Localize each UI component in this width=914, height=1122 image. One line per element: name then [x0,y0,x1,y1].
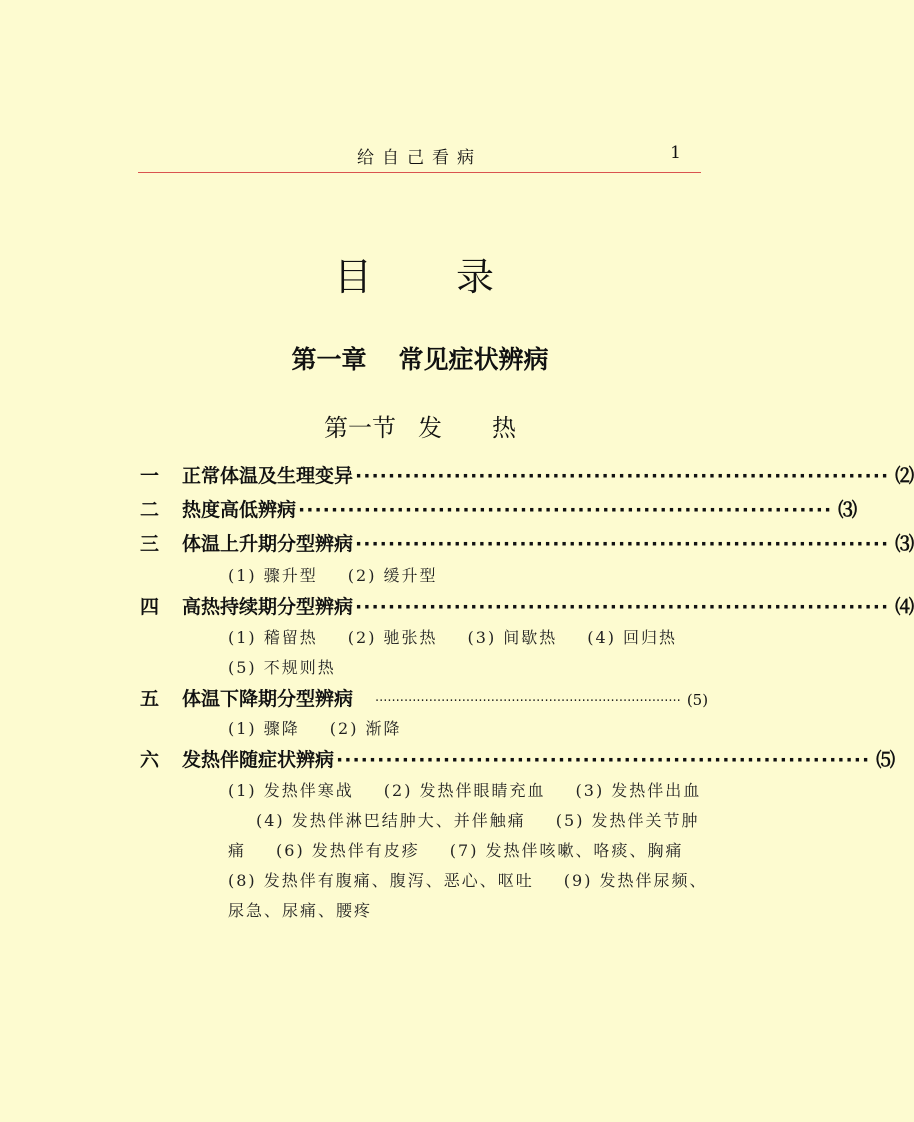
entry-page: ⑶ [838,499,858,521]
subitem: 尿急、尿痛、腰疼 [228,901,373,920]
toc-entry[interactable] [140,529,914,557]
page-title-part2: 录 [456,255,495,299]
book-title: 给自己看病 [357,148,482,168]
dot-leader: ································································· [355,596,890,618]
chapter-heading [0,340,840,376]
entry-number: 六 [140,749,160,771]
subitem: 痛 [228,841,247,860]
subitem: (7) 发热伴咳嗽、咯痰、胸痛 [449,841,684,860]
running-header [138,138,701,173]
subitem: (6) 发热伴有皮疹 [276,841,420,860]
toc-entry[interactable] [140,745,896,773]
subitem: (8) 发热伴有腹痛、腹泻、恶心、呕吐 [228,871,534,890]
page-title [0,246,828,301]
subitem: (3) 间歇热 [467,628,558,647]
subitem: (9) 发热伴尿频、 [563,871,708,890]
entry-page: ⑷ [895,596,914,618]
subitem-line [228,655,708,678]
entry-number: 一 [140,465,160,487]
subitem: (4) 回归热 [587,628,678,647]
subitem-line [228,808,708,831]
toc-entry[interactable] [140,461,914,489]
entry-title: 发热伴随症状辨病 [182,749,335,771]
entry-page: ⑶ [895,533,914,555]
subitem: (3) 发热伴出血 [575,781,702,800]
subitem: (4) 发热伴淋巴结肿大、并伴触痛 [256,811,526,830]
dot-leader: ································································· [355,533,890,555]
subitem: (1) 发热伴寒战 [228,781,354,800]
toc-entry[interactable] [140,495,858,523]
chapter-title: 常见症状辨病 [398,345,549,374]
dot-leader: ·········································································· [375,694,681,709]
page-title-part1: 目 [333,255,372,299]
subitem-line [228,778,708,801]
section-title-part1: 发 [418,414,442,442]
subitem: (1) 骤降 [228,719,300,738]
subitem-line [228,716,708,739]
dot-leader: ································································· [336,749,871,771]
section-title-part2: 热 [492,414,516,442]
subitem: (2) 驰张热 [347,628,438,647]
subitem: (2) 渐降 [329,719,402,738]
subitem: (5) 不规则热 [228,658,336,677]
entry-number: 三 [140,533,160,555]
page-number: 1 [670,143,681,163]
entry-page: (5) [686,691,709,709]
subitem-line [228,625,708,648]
toc-entry[interactable] [140,592,914,620]
subitem: (5) 发热伴关节肿 [555,811,700,830]
entry-title: 正常体温及生理变异 [182,465,354,487]
subitem-line [228,563,708,586]
section-label: 第一节 [324,414,396,442]
subitem-line [228,898,708,921]
subitem-line [228,838,708,861]
entry-page: ⑸ [876,749,896,771]
dot-leader: ································································· [298,499,833,521]
entry-number: 二 [140,499,160,521]
subitem-line [228,868,708,891]
subitem: (2) 发热伴眼睛充血 [383,781,546,800]
entry-number: 五 [140,688,160,710]
entry-number: 四 [140,596,160,618]
toc-entry[interactable] [140,684,709,712]
subitem: (1) 骤升型 [228,566,318,585]
dot-leader: ································································· [355,465,890,487]
entry-title: 体温上升期分型辨病 [182,533,354,555]
section-heading [0,408,840,443]
subitem: (1) 稽留热 [228,628,318,647]
entry-title: 体温下降期分型辨病 [182,688,354,710]
subitem: (2) 缓升型 [347,566,438,585]
entry-page: ⑵ [895,465,914,487]
entry-title: 高热持续期分型辨病 [182,596,354,618]
entry-title: 热度高低辨病 [182,499,297,521]
chapter-label: 第一章 [291,345,367,374]
